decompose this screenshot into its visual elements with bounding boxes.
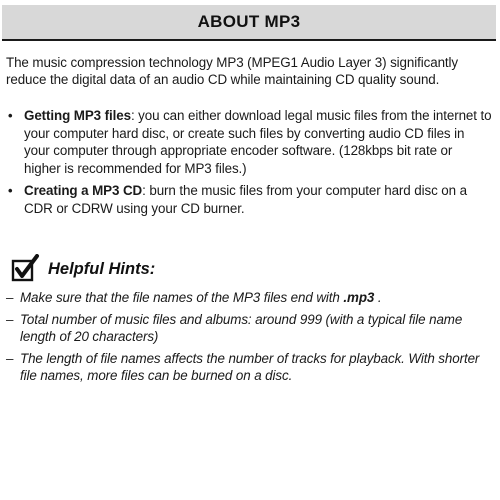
checkbox-check-icon bbox=[10, 254, 40, 284]
hint-item bbox=[6, 350, 492, 385]
bullet-text: : burn the music files from your computer hard disc on a CDR or CDRW using your CD burner. bbox=[24, 183, 467, 216]
hints-title: Helpful Hints: bbox=[48, 259, 156, 278]
helpful-hints-heading bbox=[10, 254, 155, 284]
hint-dash: – bbox=[6, 311, 14, 327]
bullet-term: Creating a MP3 CD bbox=[24, 183, 143, 198]
bullet-text: : you can either download legal music files from the internet to your computer hard disc, or create such files by converting audio CD files in your computer through appropriate encoder software. (128kbps bit rate or higher is recommended for MP3 files.) bbox=[24, 108, 492, 176]
hint-item bbox=[6, 311, 492, 346]
hint-text: The length of file names affects the number of tracks for playback. With shorter file names, more files can be burned on a disc. bbox=[20, 350, 480, 383]
page-title: ABOUT MP3 bbox=[197, 12, 301, 31]
section-header bbox=[2, 5, 496, 41]
hint-item bbox=[6, 289, 492, 307]
mp3-info-list bbox=[6, 107, 492, 222]
hint-text-after: . bbox=[374, 290, 382, 305]
hint-text: Make sure that the file names of the MP3 files end with bbox=[20, 290, 344, 305]
bullet-marker: • bbox=[8, 183, 13, 198]
bullet-marker: • bbox=[8, 108, 13, 123]
list-item-getting-mp3-files bbox=[6, 107, 492, 177]
hint-strong-text: .mp3 bbox=[343, 290, 375, 305]
hint-text: Total number of music files and albums: around 999 (with a typical file name length of 20 characters) bbox=[20, 311, 463, 344]
hint-dash: – bbox=[6, 350, 14, 366]
intro-paragraph: The music compression technology MP3 (MPEG1 Audio Layer 3) significantly reduce the digital data of an audio CD while maintaining CD quality sound. bbox=[6, 55, 459, 87]
hint-dash: – bbox=[6, 290, 14, 305]
list-item-creating-mp3-cd bbox=[6, 182, 492, 217]
bullet-term: Getting MP3 files bbox=[24, 108, 131, 123]
hints-list bbox=[6, 289, 492, 389]
